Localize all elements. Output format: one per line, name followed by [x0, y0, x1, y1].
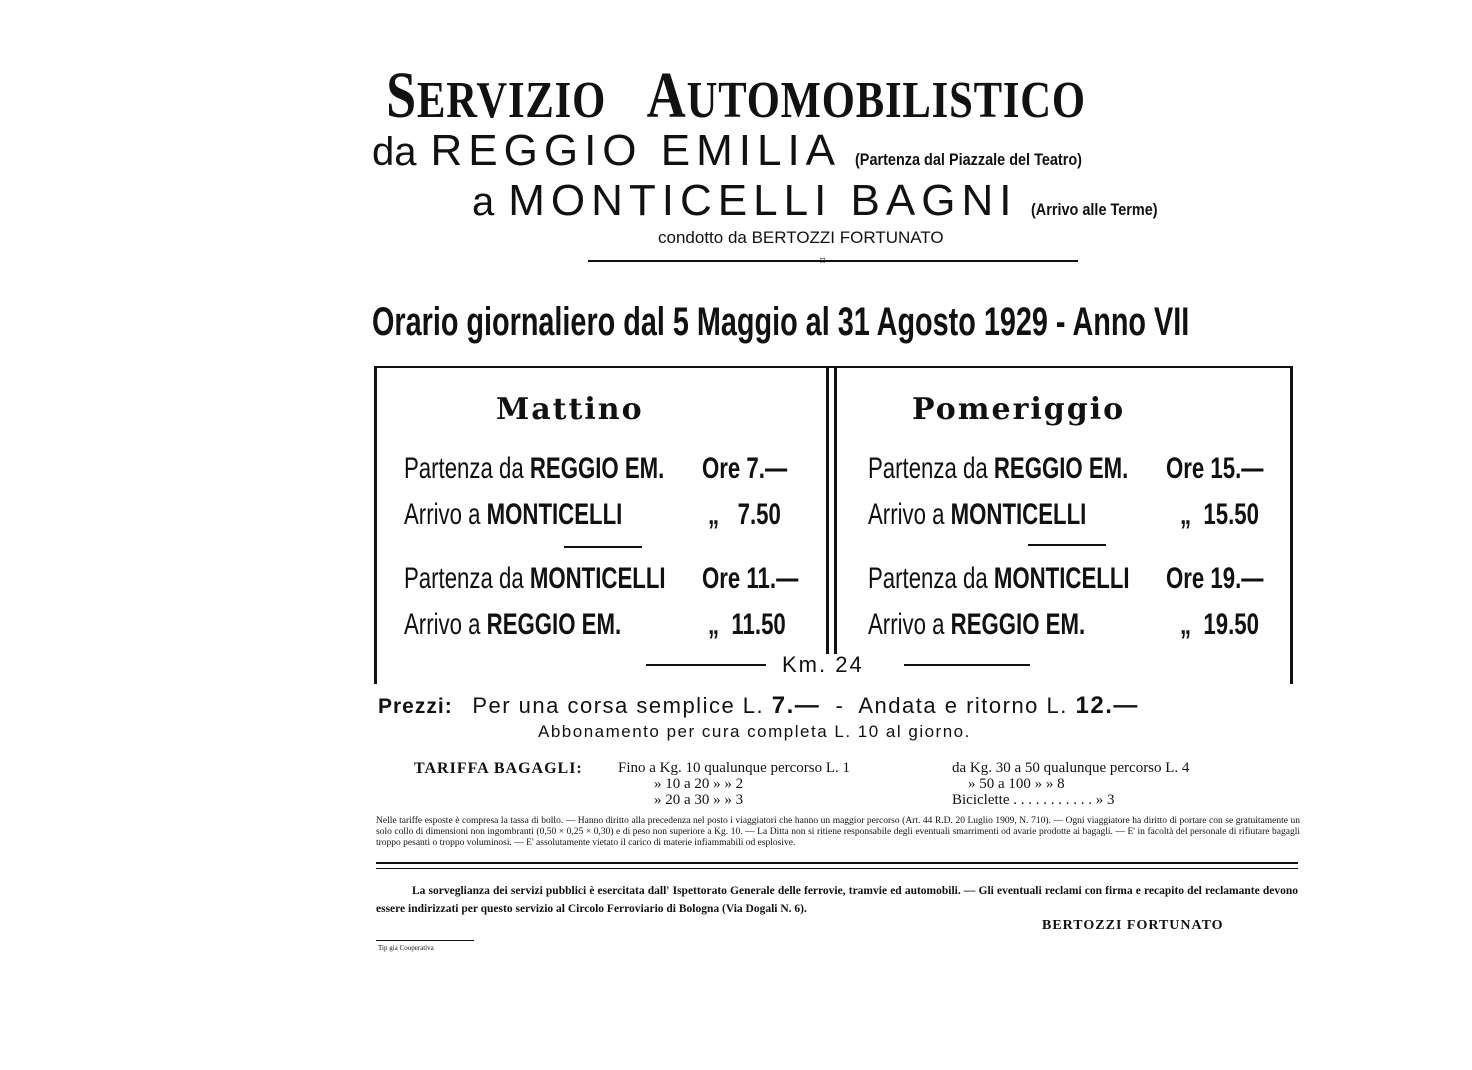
route-origin — [372, 126, 1122, 176]
morning-time-3: Ore 11.— — [702, 562, 799, 595]
distance-rule-right — [904, 664, 1030, 666]
table-divider-center-2 — [834, 368, 837, 654]
afternoon-row-4: Arrivo a REGGIO EM. — [868, 608, 1086, 641]
morning-time-2: „ 7.50 — [708, 498, 781, 531]
table-border-top — [374, 366, 1292, 368]
baggage-right-3: Biciclette . . . . . . . . . . . » 3 — [952, 792, 1115, 808]
divider-ornament: ⌑ — [820, 256, 826, 267]
distance-label: Km. 24 — [782, 652, 864, 677]
printer-rule — [376, 940, 474, 941]
route-origin-prep: da — [372, 130, 417, 174]
route-destination — [472, 176, 1180, 226]
footer-divider-thin — [376, 868, 1298, 869]
route-destination-note: (Arrivo alle Terme) — [1031, 200, 1159, 219]
afternoon-separator — [1028, 544, 1106, 546]
afternoon-row-2: Arrivo a MONTICELLI — [868, 498, 1087, 531]
afternoon-row-3: Partenza da MONTICELLI — [868, 562, 1130, 595]
table-border-right — [1290, 366, 1293, 684]
route-origin-note: (Partenza dal Piazzale del Teatro) — [855, 150, 1083, 169]
route-destination-city: MONTICELLI BAGNI — [508, 176, 1018, 225]
table-border-left — [374, 366, 377, 684]
afternoon-heading: Pomeriggio — [912, 392, 1126, 427]
driver-line: condotto da BERTOZZI FORTUNATO — [658, 228, 944, 247]
poster-title: SERVIZIO AUTOMOBILISTICO — [386, 59, 1086, 132]
driver-name: BERTOZZI FORTUNATO — [751, 228, 944, 247]
morning-time-1: Ore 7.— — [702, 452, 788, 485]
afternoon-time-2: „ 15.50 — [1180, 498, 1259, 531]
distance-rule-left — [646, 664, 766, 666]
subscription-line: Abbonamento per cura completa L. 10 al giorno. — [538, 722, 971, 741]
footer-divider — [376, 862, 1298, 864]
baggage-label: TARIFFA BAGAGLI: — [414, 760, 583, 777]
printer-credit: Tip gia Cooperativa — [378, 944, 434, 952]
schedule-title: Orario giornaliero dal 5 Maggio al 31 Agosto 1929 - Anno VII — [372, 300, 1190, 344]
route-destination-prep: a — [472, 180, 495, 224]
morning-row-3: Partenza da MONTICELLI — [404, 562, 666, 595]
morning-time-4: „ 11.50 — [708, 608, 786, 641]
single-fare: 7.— — [771, 692, 821, 719]
baggage-left-3: » 20 a 30 » » 3 — [654, 792, 744, 808]
prices-label: Prezzi: — [378, 695, 453, 718]
afternoon-time-3: Ore 19.— — [1166, 562, 1264, 595]
signature: BERTOZZI FORTUNATO — [1042, 918, 1224, 933]
morning-row-2: Arrivo a MONTICELLI — [404, 498, 623, 531]
header-divider — [588, 260, 1078, 262]
afternoon-row-1: Partenza da REGGIO EM. — [868, 452, 1129, 485]
morning-heading: Mattino — [496, 392, 644, 427]
baggage-right-1: da Kg. 30 a 50 qualunque percorso L. 4 — [952, 760, 1190, 776]
afternoon-time-4: „ 19.50 — [1180, 608, 1259, 641]
baggage-left-2: » 10 a 20 » » 2 — [654, 776, 744, 792]
supervision-notice: La sorveglianza dei servizi pubblici è esercitata dall' Ispettorato Generale delle ferrovie, tramvie ed automobili. — Gli eventuali reclami con firma e recapito del reclamante devono essere indirizzati per questo servizio al Circolo Ferroviario di Bologna (Via Dogali N. 6). — [376, 885, 1298, 915]
baggage-left-1: Fino a Kg. 10 qualunque percorso L. 1 — [618, 760, 851, 776]
morning-separator — [564, 546, 642, 548]
prices-line: Prezzi: Per una corsa semplice L. 7.— - Andata e ritorno L. 12.— — [378, 692, 1139, 719]
morning-row-1: Partenza da REGGIO EM. — [404, 452, 665, 485]
morning-row-4: Arrivo a REGGIO EM. — [404, 608, 622, 641]
regulations-text: Nelle tariffe esposte è compresa la tassa di bollo. — Hanno diritto alla precedenza nel posto i viaggiatori che hanno un maggior percorso (Art. 44 R.D. 20 Luglio 1909, N. 710). — Ogni viaggiatore ha diritto di portare con se gratuitamente un solo collo di dimensioni non ingombranti (0,50 × 0,25 × 0,30) e di peso non superiore a Kg. 10. — La Ditta non si ritiene responsabile degli eventuali smarrimenti od avarie prodotte ai bagagli. — E' in facoltà del personale di rifiutare bagagli troppo pesanti o troppo voluminosi. — E' assolutamente vietato il carico di materie infiammabili od esplosive. — [376, 816, 1300, 848]
afternoon-time-1: Ore 15.— — [1166, 452, 1264, 485]
table-divider-center — [826, 368, 829, 654]
route-origin-city: REGGIO EMILIA — [430, 126, 842, 175]
baggage-right-2: » 50 a 100 » » 8 — [968, 776, 1065, 792]
return-fare: 12.— — [1075, 692, 1139, 719]
